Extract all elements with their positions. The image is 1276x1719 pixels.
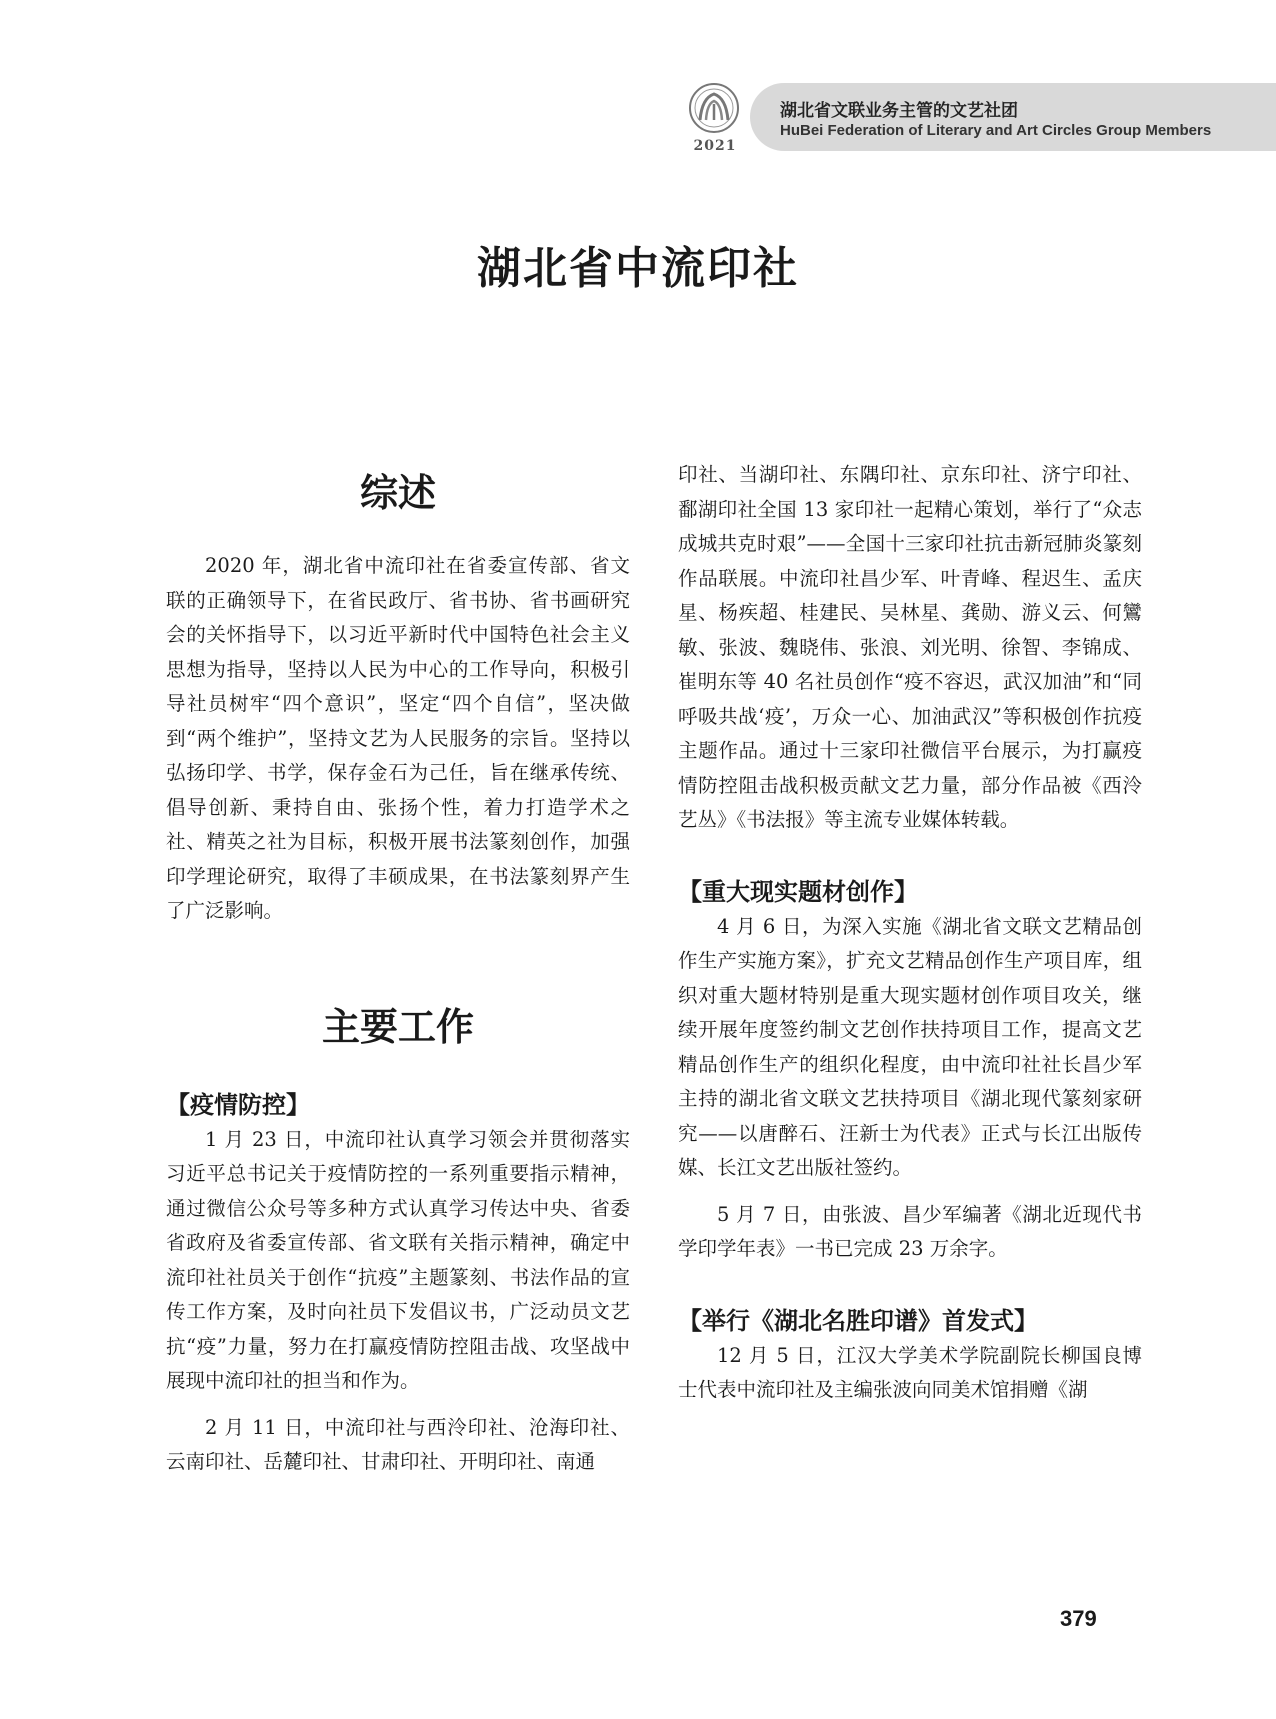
header-title-cn: 湖北省文联业务主管的文艺社团 <box>780 101 1018 121</box>
realistic-paragraph-1: 4 月 6 日，为深入实施《湖北省文联文艺精品创作生产实施方案》，扩充文艺精品创作生产项目库，组织对重大题材特别是重大现实题材创作项目攻关，继续开展年度签约制文艺创作扶持项目工作，提高文艺精品创作生产的组织化程度，由中流印社社长昌少军主持的湖北省文联文艺扶持项目《湖北现代篆刻家研究——以唐醉石、汪新士为代表》正式与长江出版传媒、长江文艺出版社签约。 <box>678 914 1142 1179</box>
realistic-paragraph-2: 5 月 7 日，由张波、昌少军编著《湖北近现代书学印学年表》一书已完成 23 万余字。 <box>678 1202 1142 1260</box>
header-year: 2021 <box>693 138 737 154</box>
hubei-federation-logo-icon <box>688 82 740 134</box>
right-column <box>678 458 1142 1408</box>
epidemic-paragraph-2: 2 月 11 日，中流印社与西泠印社、沧海印社、云南印社、岳麓印社、甘肃印社、开明印社、南通 <box>166 1415 630 1473</box>
main-work-heading: 主要工作 <box>321 1004 474 1049</box>
epidemic-paragraph-1: 1 月 23 日，中流印社认真学习领会并贯彻落实习近平总书记关于疫情防控的一系列重要指示精神，通过微信公众号等多种方式认真学习传达中央、省委省政府及省委宣传部、省文联有关指示精神，确定中流印社社员关于创作“抗疫”主题篆刻、书法作品的宣传工作方案，及时向社员下发倡议书，广泛动员文艺抗“疫”力量，努力在打赢疫情防控阻击战、攻坚战中展现中流印社的担当和作为。 <box>166 1127 630 1392</box>
page-number: 379 <box>1060 1606 1097 1631</box>
page-title: 湖北省中流印社 <box>477 243 799 294</box>
summary-paragraph: 2020 年，湖北省中流印社在省委宣传部、省文联的正确领导下，在省民政厅、省书协、省书画研究会的关怀指导下，以习近平新时代中国特色社会主义思想为指导，坚持以人民为中心的工作导向，积极引导社员树牢“四个意识”，坚定“四个自信”，坚决做到“两个维护”，坚持文艺为人民服务的宗旨。坚持以弘扬印学、书学，保存金石为己任，旨在继承传统、倡导创新、秉持自由、张扬个性，着力打造学术之社、精英之社为目标，积极开展书法篆刻创作，加强印学理论研究，取得了丰硕成果，在书法篆刻界产生了广泛影响。 <box>166 554 630 922</box>
launch-paragraph: 12 月 5 日，江汉大学美术学院副院长柳国良博士代表中流印社及主编张波向同美术馆捐赠《湖 <box>678 1343 1142 1401</box>
epidemic-heading: 【疫情防控】 <box>166 1090 310 1119</box>
left-column <box>166 455 630 1480</box>
continued-paragraph: 印社、当湖印社、东隅印社、京东印社、济宁印社、鄱湖印社全国 13 家印社一起精心策划，举行了“众志成城共克时艰”——全国十三家印社抗击新冠肺炎篆刻作品联展。中流印社昌少军、叶青峰、程迟生、孟庆星、杨疾超、桂建民、吴林星、龚勋、游义云、何鸞敏、张波、魏晓伟、张浪、刘光明、徐智、李锦成、崔明东等 40 名社员创作“疫不容迟，武汉加油”和“同呼吸共战‘疫’，万众一心、加油武汉”等积极创作抗疫主题作品。通过十三家印社微信平台展示，为打赢疫情防控阻击战积极贡献文艺力量，部分作品被《西泠艺丛》《书法报》等主流专业媒体转载。 <box>678 463 1142 831</box>
summary-heading: 综述 <box>359 471 436 515</box>
launch-ceremony-heading: 【举行《湖北名胜印谱》首发式】 <box>678 1306 1038 1335</box>
realistic-creation-heading: 【重大现实题材创作】 <box>678 877 918 906</box>
header-title-en: HuBei Federation of Literary and Art Circles Group Members <box>780 122 1212 139</box>
